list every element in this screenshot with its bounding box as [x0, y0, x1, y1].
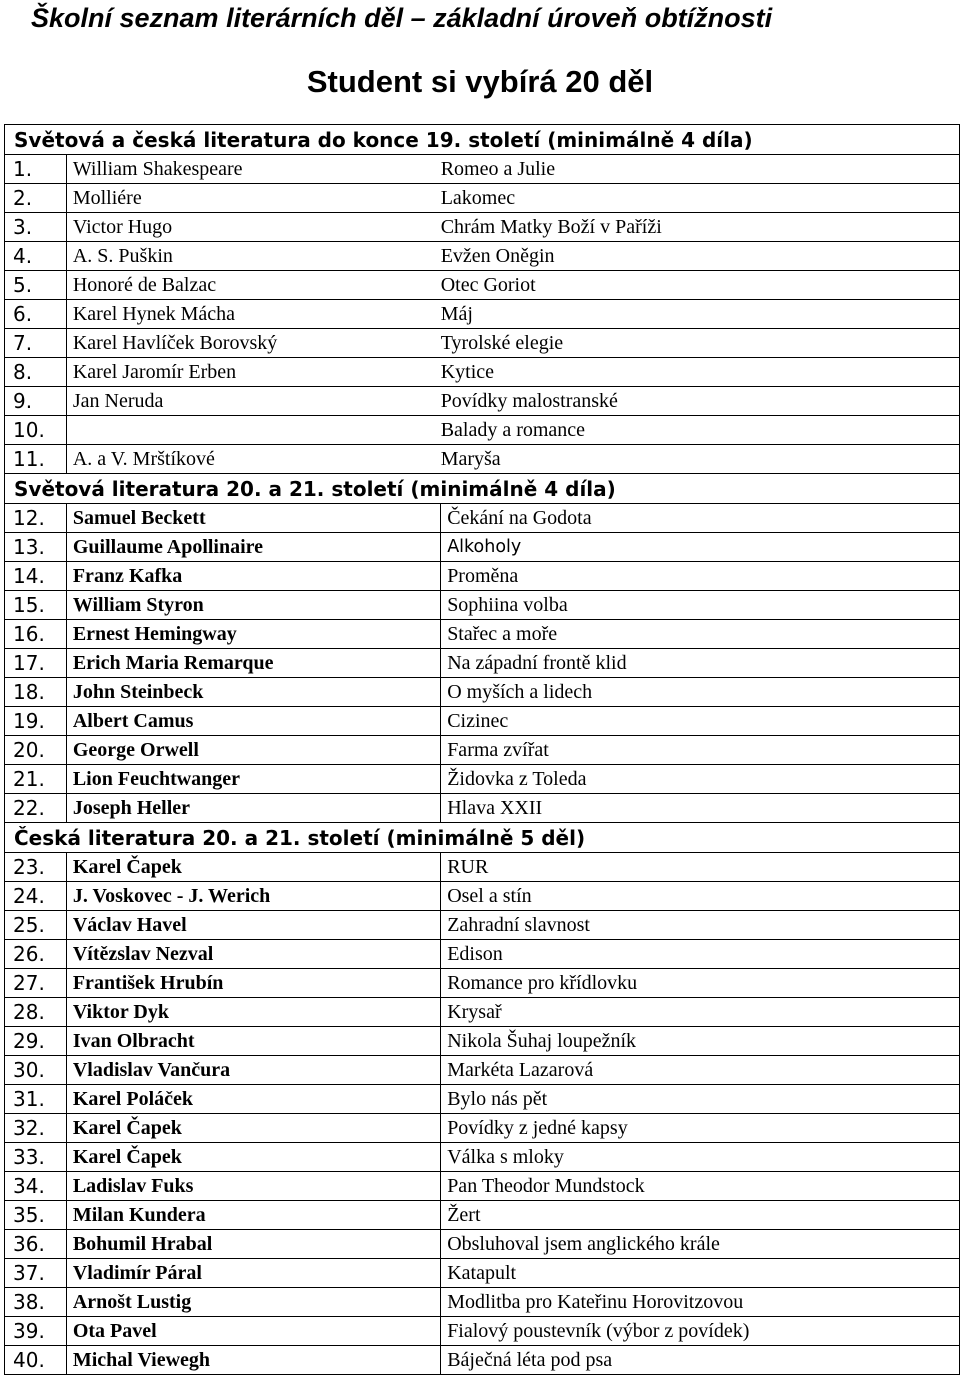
work-cell: Máj	[441, 300, 960, 329]
table-row	[5, 678, 960, 707]
work-cell: Válka s mloky	[441, 1143, 960, 1172]
author-cell: Karel Havlíček Borovský	[66, 329, 440, 358]
author-cell: Vladislav Vančura	[66, 1056, 440, 1085]
row-number: 21.	[5, 765, 67, 794]
row-number: 24.	[5, 882, 67, 911]
work-cell: Osel a stín	[441, 882, 960, 911]
table-row	[5, 649, 960, 678]
table-row	[5, 329, 960, 358]
work-cell: Farma zvířat	[441, 736, 960, 765]
author-cell: Karel Čapek	[66, 1143, 440, 1172]
table-row	[5, 1143, 960, 1172]
work-cell: Tyrolské elegie	[441, 329, 960, 358]
row-number: 5.	[5, 271, 67, 300]
row-number: 35.	[5, 1201, 67, 1230]
work-cell: Fialový poustevník (výbor z povídek)	[441, 1317, 960, 1346]
row-number: 28.	[5, 998, 67, 1027]
work-cell: Lakomec	[441, 184, 960, 213]
author-cell: Vítězslav Nezval	[66, 940, 440, 969]
author-cell: Ladislav Fuks	[66, 1172, 440, 1201]
work-cell: Cizinec	[441, 707, 960, 736]
work-cell: Stařec a moře	[441, 620, 960, 649]
table-row	[5, 736, 960, 765]
row-number: 22.	[5, 794, 67, 823]
author-cell: František Hrubín	[66, 969, 440, 998]
work-cell: Maryša	[441, 445, 960, 474]
row-number: 39.	[5, 1317, 67, 1346]
work-cell: Pan Theodor Mundstock	[441, 1172, 960, 1201]
work-cell: Alkoholy	[441, 533, 960, 562]
table-row	[5, 1317, 960, 1346]
author-cell	[66, 416, 440, 445]
table-row	[5, 998, 960, 1027]
author-cell: Viktor Dyk	[66, 998, 440, 1027]
work-cell: Židovka z Toleda	[441, 765, 960, 794]
row-number: 10.	[5, 416, 67, 445]
row-number: 26.	[5, 940, 67, 969]
work-cell: RUR	[441, 853, 960, 882]
author-cell: Milan Kundera	[66, 1201, 440, 1230]
row-number: 23.	[5, 853, 67, 882]
row-number: 6.	[5, 300, 67, 329]
row-number: 38.	[5, 1288, 67, 1317]
table-row	[5, 911, 960, 940]
author-cell: Jan Neruda	[66, 387, 440, 416]
section-header-row	[5, 125, 960, 155]
row-number: 12.	[5, 504, 67, 533]
row-number: 27.	[5, 969, 67, 998]
work-cell: Povídky z jedné kapsy	[441, 1114, 960, 1143]
author-cell: Bohumil Hrabal	[66, 1230, 440, 1259]
work-cell: Povídky malostranské	[441, 387, 960, 416]
row-number: 36.	[5, 1230, 67, 1259]
work-cell: Žert	[441, 1201, 960, 1230]
page-subtitle: Student si vybírá 20 děl	[306, 64, 654, 99]
author-cell: Vladimír Páral	[66, 1259, 440, 1288]
author-cell: Ivan Olbracht	[66, 1027, 440, 1056]
row-number: 34.	[5, 1172, 67, 1201]
author-cell: Joseph Heller	[66, 794, 440, 823]
table-row	[5, 620, 960, 649]
table-row	[5, 242, 960, 271]
table-row	[5, 271, 960, 300]
table-row	[5, 707, 960, 736]
page-title: Školní seznam literárních děl – základní úroveň obtížnosti	[31, 3, 773, 33]
table-row	[5, 1027, 960, 1056]
author-cell: Ota Pavel	[66, 1317, 440, 1346]
work-cell: Evžen Oněgin	[441, 242, 960, 271]
row-number: 11.	[5, 445, 67, 474]
author-cell: Karel Čapek	[66, 1114, 440, 1143]
table-row	[5, 562, 960, 591]
table-row	[5, 1288, 960, 1317]
table-row	[5, 1085, 960, 1114]
section-heading: Česká literatura 20. a 21. století (minimálně 5 děl)	[5, 823, 960, 853]
row-number: 9.	[5, 387, 67, 416]
author-cell: Lion Feuchtwanger	[66, 765, 440, 794]
author-cell: William Shakespeare	[66, 155, 440, 184]
row-number: 37.	[5, 1259, 67, 1288]
work-cell: Krysař	[441, 998, 960, 1027]
work-cell: O myších a lidech	[441, 678, 960, 707]
row-number: 13.	[5, 533, 67, 562]
row-number: 30.	[5, 1056, 67, 1085]
section-header-row	[5, 823, 960, 853]
table-row	[5, 300, 960, 329]
row-number: 25.	[5, 911, 67, 940]
work-cell: Na západní frontě klid	[441, 649, 960, 678]
author-cell: Karel Jaromír Erben	[66, 358, 440, 387]
work-cell: Zahradní slavnost	[441, 911, 960, 940]
table-row	[5, 1114, 960, 1143]
row-number: 33.	[5, 1143, 67, 1172]
section-heading: Světová literatura 20. a 21. století (minimálně 4 díla)	[5, 474, 960, 504]
table-row	[5, 533, 960, 562]
author-cell: Arnošt Lustig	[66, 1288, 440, 1317]
author-cell: William Styron	[66, 591, 440, 620]
author-cell: Karel Hynek Mácha	[66, 300, 440, 329]
author-cell: A. a V. Mrštíkové	[66, 445, 440, 474]
row-number: 8.	[5, 358, 67, 387]
author-cell: Václav Havel	[66, 911, 440, 940]
table-row	[5, 387, 960, 416]
work-cell: Romeo a Julie	[441, 155, 960, 184]
author-cell: George Orwell	[66, 736, 440, 765]
work-cell: Katapult	[441, 1259, 960, 1288]
table-row	[5, 1346, 960, 1375]
work-cell: Modlitba pro Kateřinu Horovitzovou	[441, 1288, 960, 1317]
work-cell: Kytice	[441, 358, 960, 387]
author-cell: Franz Kafka	[66, 562, 440, 591]
work-cell: Obsluhoval jsem anglického krále	[441, 1230, 960, 1259]
author-cell: Karel Čapek	[66, 853, 440, 882]
row-number: 40.	[5, 1346, 67, 1375]
row-number: 15.	[5, 591, 67, 620]
section-heading: Světová a česká literatura do konce 19. století (minimálně 4 díla)	[5, 125, 960, 155]
table-row	[5, 969, 960, 998]
work-cell: Hlava XXII	[441, 794, 960, 823]
table-row	[5, 358, 960, 387]
author-cell: Ernest Hemingway	[66, 620, 440, 649]
table-row	[5, 1201, 960, 1230]
table-row	[5, 416, 960, 445]
work-cell: Romance pro křídlovku	[441, 969, 960, 998]
table-row	[5, 445, 960, 474]
row-number: 7.	[5, 329, 67, 358]
work-cell: Chrám Matky Boží v Paříži	[441, 213, 960, 242]
table-row	[5, 765, 960, 794]
author-cell: Karel Poláček	[66, 1085, 440, 1114]
author-cell: A. S. Puškin	[66, 242, 440, 271]
author-cell: Samuel Beckett	[66, 504, 440, 533]
author-cell: Erich Maria Remarque	[66, 649, 440, 678]
table-row	[5, 1172, 960, 1201]
row-number: 17.	[5, 649, 67, 678]
work-cell: Balady a romance	[441, 416, 960, 445]
table-row	[5, 1230, 960, 1259]
table-row	[5, 940, 960, 969]
author-cell: Albert Camus	[66, 707, 440, 736]
table-row	[5, 794, 960, 823]
work-cell: Sophiina volba	[441, 591, 960, 620]
row-number: 31.	[5, 1085, 67, 1114]
table-row	[5, 882, 960, 911]
author-cell: Victor Hugo	[66, 213, 440, 242]
table-row	[5, 213, 960, 242]
table-row	[5, 155, 960, 184]
table-row	[5, 184, 960, 213]
table-row	[5, 1056, 960, 1085]
work-cell: Báječná léta pod psa	[441, 1346, 960, 1375]
work-cell: Markéta Lazarová	[441, 1056, 960, 1085]
row-number: 16.	[5, 620, 67, 649]
row-number: 1.	[5, 155, 67, 184]
table-row	[5, 591, 960, 620]
work-cell: Proměna	[441, 562, 960, 591]
author-cell: J. Voskovec - J. Werich	[66, 882, 440, 911]
author-cell: John Steinbeck	[66, 678, 440, 707]
table-row	[5, 853, 960, 882]
works-table	[4, 124, 960, 1375]
row-number: 3.	[5, 213, 67, 242]
row-number: 4.	[5, 242, 67, 271]
row-number: 14.	[5, 562, 67, 591]
table-row	[5, 504, 960, 533]
table-row	[5, 1259, 960, 1288]
author-cell: Honoré de Balzac	[66, 271, 440, 300]
row-number: 2.	[5, 184, 67, 213]
work-cell: Edison	[441, 940, 960, 969]
row-number: 18.	[5, 678, 67, 707]
row-number: 20.	[5, 736, 67, 765]
author-cell: Michal Viewegh	[66, 1346, 440, 1375]
author-cell: Molliére	[66, 184, 440, 213]
work-cell: Čekání na Godota	[441, 504, 960, 533]
row-number: 29.	[5, 1027, 67, 1056]
section-header-row	[5, 474, 960, 504]
work-cell: Bylo nás pět	[441, 1085, 960, 1114]
author-cell: Guillaume Apollinaire	[66, 533, 440, 562]
row-number: 19.	[5, 707, 67, 736]
row-number: 32.	[5, 1114, 67, 1143]
work-cell: Nikola Šuhaj loupežník	[441, 1027, 960, 1056]
work-cell: Otec Goriot	[441, 271, 960, 300]
